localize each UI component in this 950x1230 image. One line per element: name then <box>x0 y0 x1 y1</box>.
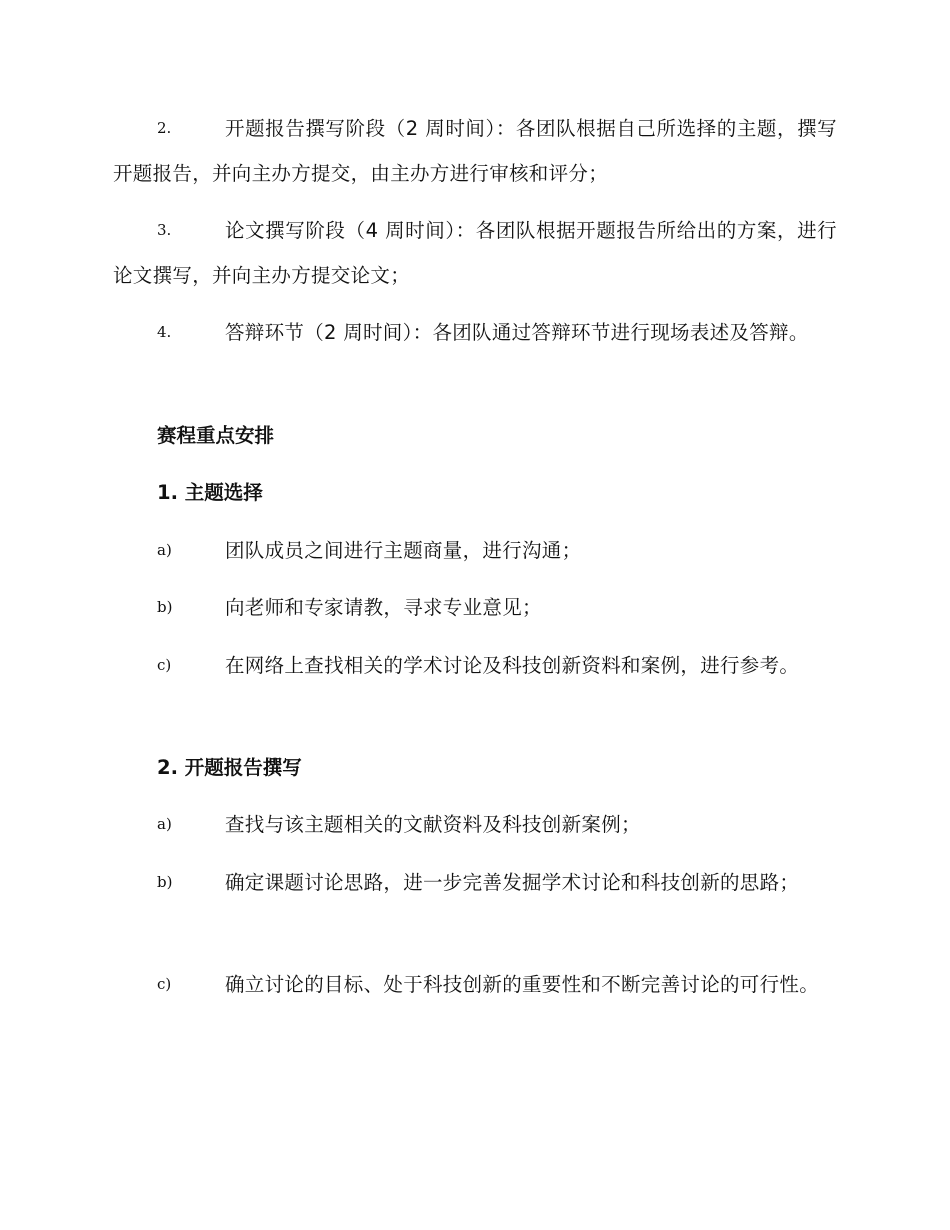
stage-item-2 <box>113 106 837 196</box>
list-item-text: 确定课题讨论思路，进一步完善发掘学术讨论和科技创新的思路； <box>225 871 800 894</box>
stage-item-3 <box>113 208 837 298</box>
list-letter: b) <box>157 873 173 891</box>
list-number: 4. <box>157 323 172 341</box>
list-number: 3. <box>157 221 172 239</box>
subsection-title-topic-selection: 1. 主题选择 <box>157 481 263 504</box>
list-item-text: 答辩环节（2 周时间）：各团队通过答辩环节进行现场表述及答辩。 <box>225 321 809 344</box>
list-item-text: 在网络上查找相关的学术讨论及科技创新资料和案例，进行参考。 <box>225 654 800 677</box>
list-number: 2. <box>157 119 172 137</box>
proposal-item-b <box>113 860 837 905</box>
list-letter: a) <box>157 541 172 559</box>
list-item-text: 向老师和专家请教，寻求专业意见； <box>225 596 542 619</box>
list-letter: b) <box>157 598 173 616</box>
subsection-title-proposal-writing: 2. 开题报告撰写 <box>157 756 302 779</box>
list-item-text: 查找与该主题相关的文献资料及科技创新案例； <box>225 813 641 836</box>
list-item-text: 论文撰写阶段（4 周时间）：各团队根据开题报告所给出的方案，进行论文撰写，并向主办方提交论文； <box>113 219 837 287</box>
topic-item-c <box>113 643 837 688</box>
list-letter: c) <box>157 656 172 674</box>
list-item-text: 确立讨论的目标、处于科技创新的重要性和不断完善讨论的可行性。 <box>225 973 820 996</box>
list-item-text: 开题报告撰写阶段（2 周时间）：各团队根据自己所选择的主题，撰写开题报告，并向主办方提交，由主办方进行审核和评分； <box>113 117 837 185</box>
proposal-item-a <box>113 802 837 847</box>
section-title: 赛程重点安排 <box>157 424 275 447</box>
list-item-text: 团队成员之间进行主题商量，进行沟通； <box>225 539 582 562</box>
list-letter: a) <box>157 815 172 833</box>
list-letter: c) <box>157 975 172 993</box>
topic-item-a <box>113 528 837 573</box>
proposal-item-c <box>113 962 837 1007</box>
topic-item-b <box>113 585 837 630</box>
stage-item-4 <box>113 310 837 355</box>
